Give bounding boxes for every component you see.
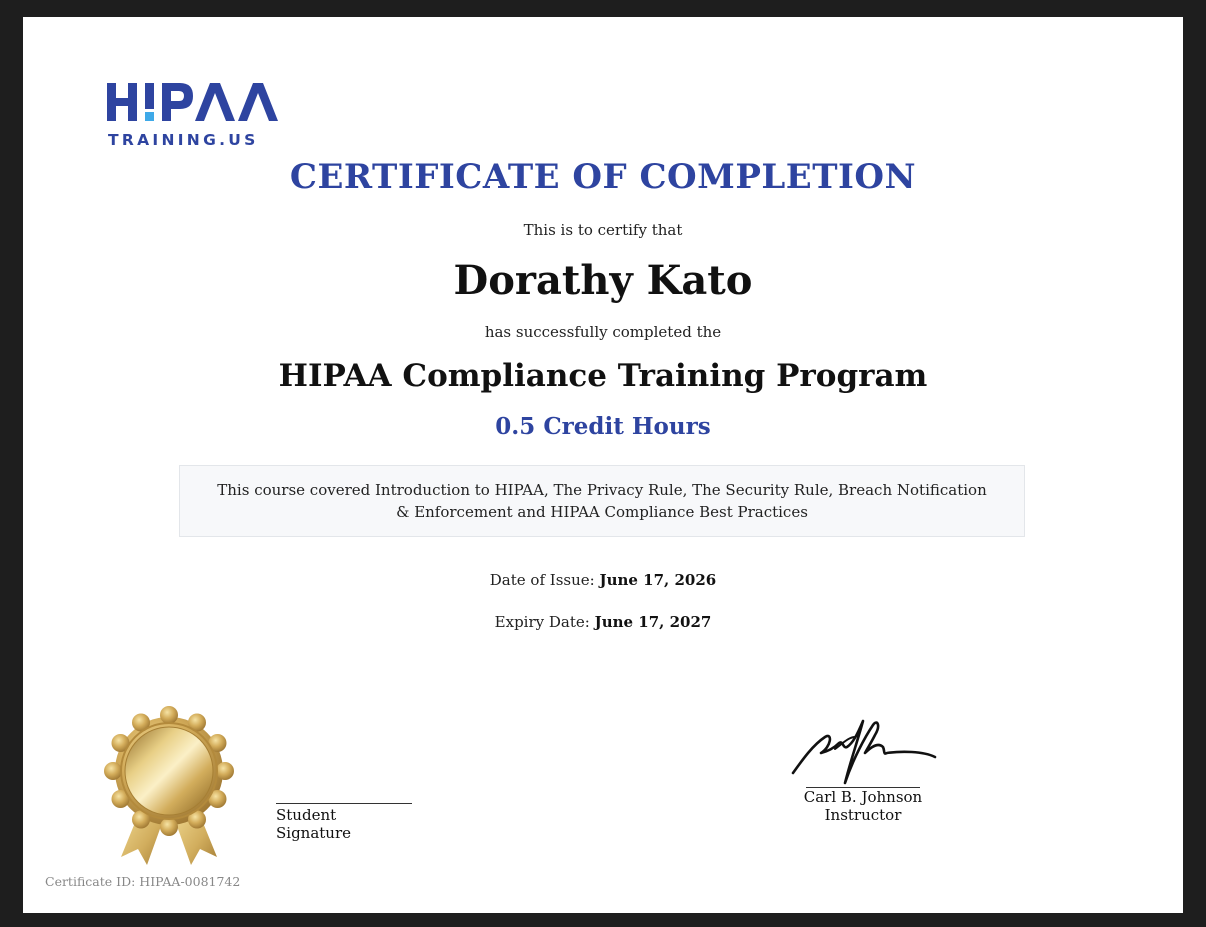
program-name: HIPAA Compliance Training Program [278, 358, 928, 394]
issue-date-value: June 17, 2026 [599, 571, 717, 589]
certificate-id: Certificate ID: HIPAA-0081742 [45, 874, 241, 889]
student-signature-line [276, 803, 412, 804]
student-signature-label: Student Signature [276, 806, 352, 842]
hipaa-training-logo [107, 77, 287, 149]
student-signature-block [276, 803, 412, 842]
certificate-page [23, 17, 1183, 913]
expiry-date-value: June 17, 2027 [594, 613, 712, 631]
expiry-date-label: Expiry Date: [494, 613, 590, 631]
course-summary-box [179, 465, 1025, 537]
certify-text: This is to certify that [523, 221, 683, 239]
recipient-name: Dorathy Kato [453, 257, 753, 304]
issue-date-label: Date of Issue: [489, 571, 595, 589]
handwritten-signature [773, 707, 953, 787]
instructor-role: Instructor [824, 806, 902, 824]
credit-hours: 0.5 Credit Hours [495, 413, 711, 440]
completed-text: has successfully completed the [484, 323, 722, 341]
instructor-signature-block [763, 707, 963, 824]
issue-date-line [23, 571, 1183, 589]
certificate-title: CERTIFICATE OF COMPLETION [289, 157, 917, 197]
svg-text:TRAINING.US: TRAINING.US [108, 131, 259, 149]
instructor-name: Carl B. Johnson [803, 788, 923, 806]
gold-medal-icon [103, 703, 235, 867]
course-summary: This course covered Introduction to HIPAA, The Privacy Rule, The Security Rule, Breach Notification & Enforcement and HIPAA Compliance Best Practices [217, 481, 987, 521]
expiry-date-line [23, 613, 1183, 631]
